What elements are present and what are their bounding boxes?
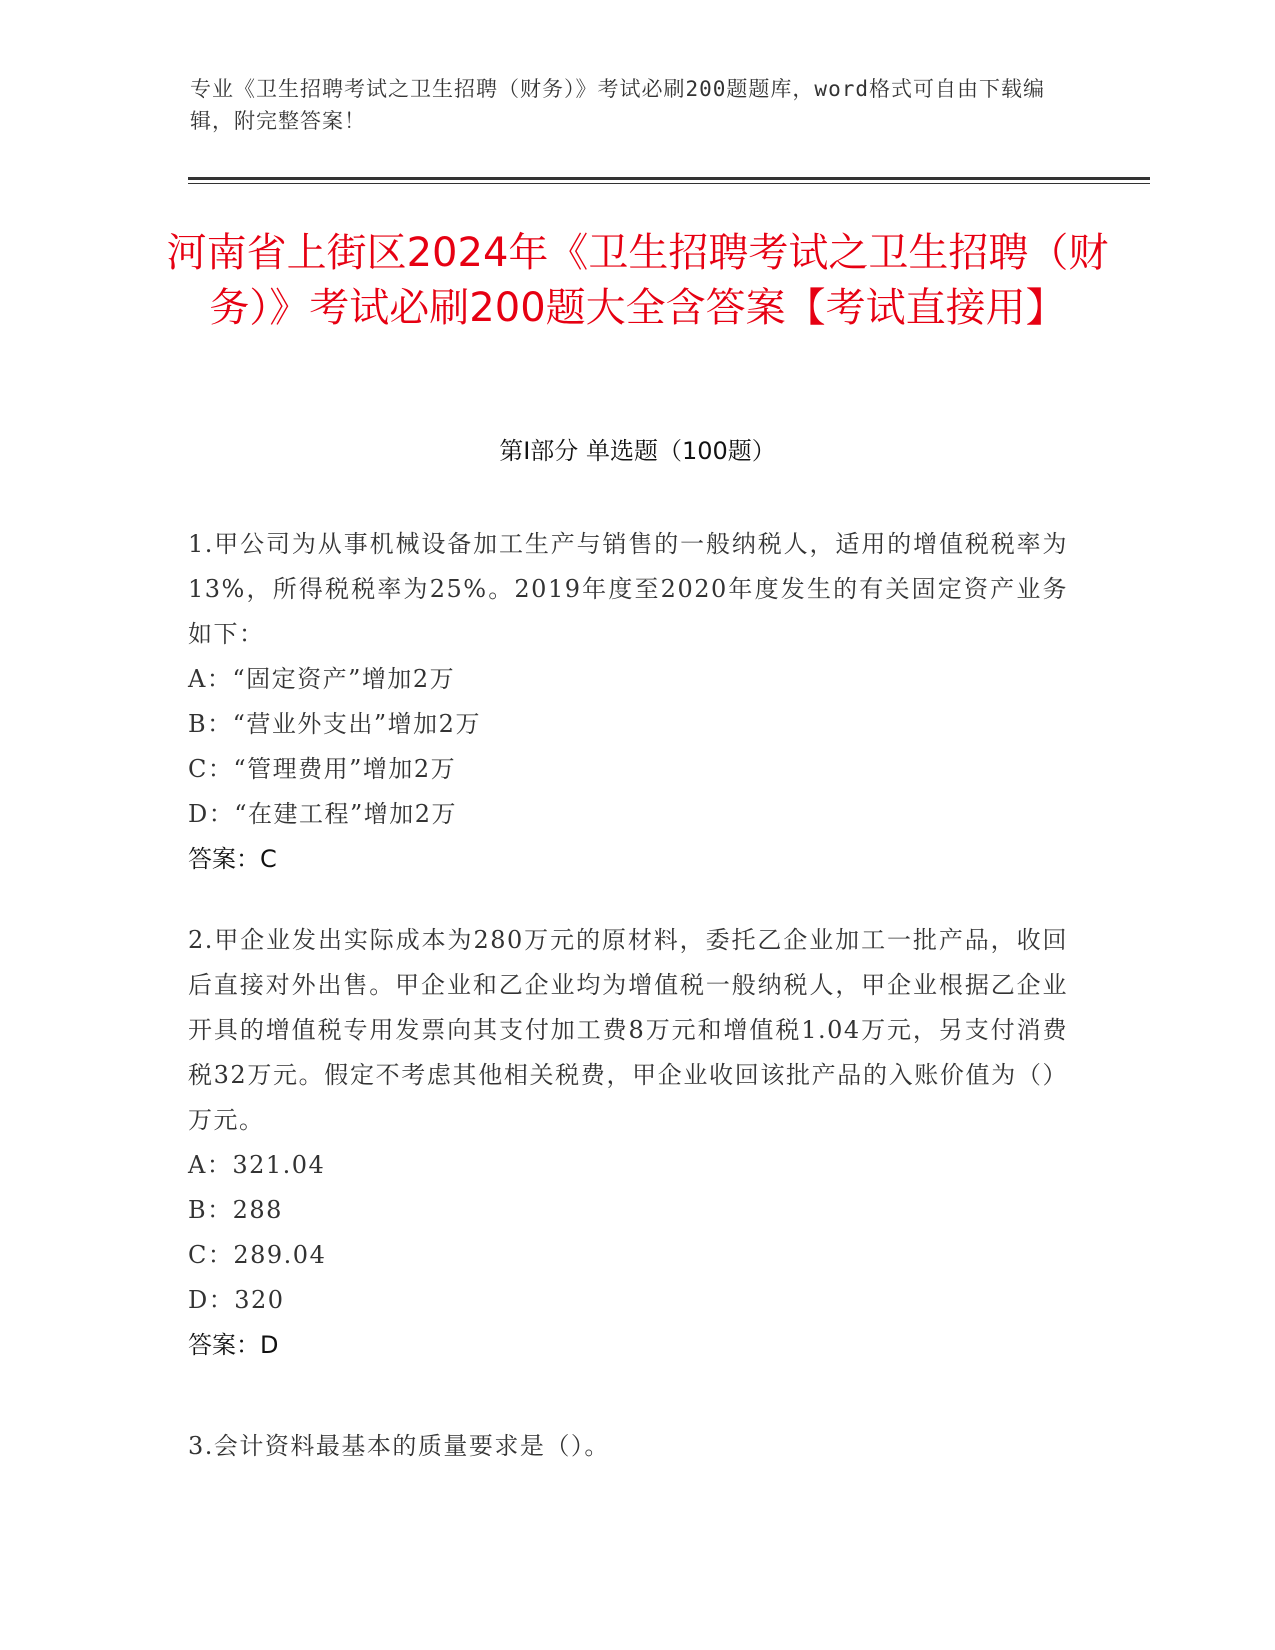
question-2 [188,918,1068,1368]
answer: 答案：C [188,845,277,873]
option-b: B：288 [188,1196,283,1224]
question-stem: 1.甲公司为从事机械设备加工生产与销售的一般纳税人，适用的增值税税率为13%，所得税税率为25%。2019年度至2020年度发生的有关固定资产业务如下： [188,530,1068,648]
option-a: A：321.04 [188,1151,326,1179]
option-c: C：289.04 [188,1241,327,1269]
header-divider-thin [188,183,1150,184]
part-title: 第Ⅰ部分 单选题（100题） [499,437,776,465]
header-note: 专业《卫生招聘考试之卫生招聘（财务）》考试必刷200题题库，word格式可自由下载编辑，附完整答案！ [190,77,1045,133]
option-c: C：“管理费用”增加2万 [188,755,457,783]
question-stem: 2.甲企业发出实际成本为280万元的原材料，委托乙企业加工一批产品，收回后直接对外出售。甲企业和乙企业均为增值税一般纳税人，甲企业根据乙企业开具的增值税专用发票向其支付加工费8万元和增值税1.04万元，另支付消费税32万元。假定不考虑其他相关税费，甲企业收回该批产品的入账价值为（）万元。 [188,926,1068,1134]
option-d: D：“在建工程”增加2万 [188,800,458,828]
option-d: D：320 [188,1286,285,1314]
header-divider-thick [188,177,1150,180]
question-3 [188,1424,1068,1469]
answer: 答案：D [188,1331,279,1359]
question-stem: 3.会计资料最基本的质量要求是（）。 [188,1432,610,1460]
document-title: 河南省上街区2024年《卫生招聘考试之卫生招聘（财务）》考试必刷200题大全含答案【考试直接用】 [166,230,1109,331]
question-1 [188,522,1068,882]
option-a: A：“固定资产”增加2万 [188,665,456,693]
option-b: B：“营业外支出”增加2万 [188,710,481,738]
